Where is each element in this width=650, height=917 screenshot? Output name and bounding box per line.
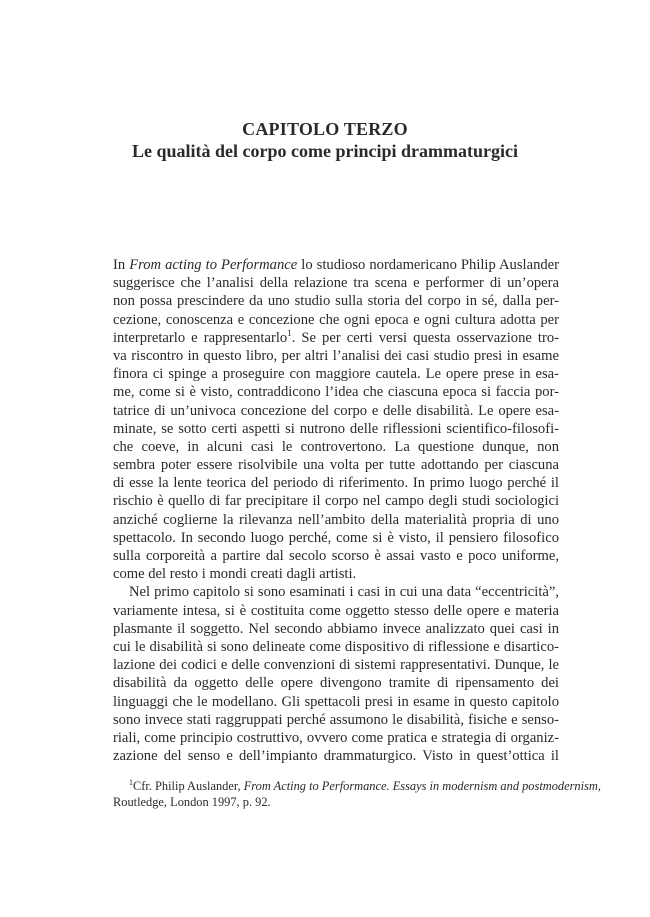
body-line: linguaggi che le modellano. Gli spettacoli presi in esame in questo capitolo	[113, 693, 559, 710]
body-line: lazione dei codici e delle convenzioni di sistemi rappresentativi. Dunque, le	[113, 657, 559, 674]
book-title-italic: From acting to Performance	[129, 257, 298, 273]
body-line: spettacolo. In secondo luogo perché, come si è visto, il pensiero filosofico	[113, 529, 559, 546]
body-line: suggerisce che l’analisi della relazione tra scena e performer di un’opera	[113, 275, 559, 292]
footnote-line: Routledge, London 1997, p. 92.	[113, 795, 271, 809]
body-line: zazione del senso e dell’impianto drammaturgico. Visto in quest’ottica il	[113, 748, 559, 765]
body-line: sembra poter essere risolvibile una volta per tutte adottando per ciascuna	[113, 457, 559, 474]
body-line: me, come si è visto, contraddicono l’idea che ciascuna epoca si faccia por-	[113, 384, 559, 401]
body-line: interpretarlo e rappresentarlo$^1$. Se per certi versi questa osservazione tro-	[113, 327, 559, 346]
body-line: cui le disabilità si sono delineate come dispositivo di riflessione e disartico-	[113, 638, 559, 655]
body-line: non possa prescindere da uno studio sulla storia del corpo in sé, dalla per-	[113, 293, 559, 310]
footnote-reference[interactable]: 1	[287, 327, 292, 338]
body-line: anziché coglierne la rilevanza nell’ambito della materialità propria di uno	[113, 511, 559, 528]
footnote	[113, 777, 601, 810]
body-line: cezione, conoscenza e concezione che ogni epoca e ogni cultura adotta per	[113, 311, 559, 328]
body-line: di esse la lente teorica del periodo di riferimento. In primo luogo perché il	[113, 475, 559, 492]
body-line: sono invece stati raggruppati perché assumono le disabilità, fisiche e senso-	[113, 711, 559, 728]
body-line: riali, come principio costruttivo, ovvero come pratica e strategia di organiz-	[113, 729, 559, 746]
body-line: che coeve, in alcuni casi le controvertono. La questione dunque, non	[113, 438, 559, 455]
body-line: va riscontro in questo libro, per altri l’analisi dei casi studio presi in esame	[113, 347, 559, 364]
body-line: rischio è quello di far precipitare il corpo nel campo degli studi sociologici	[113, 493, 559, 510]
body-line: come del resto i mondi creati dagli artisti.	[113, 566, 357, 583]
body-line: minate, se sotto certi aspetti si nutrono delle riflessioni scientifico-filosofi-	[113, 420, 559, 437]
footnote-line: $^1$Cfr. Philip Auslander, From Acting to Performance. Essays in modernism and postmodernism,	[129, 777, 601, 793]
body-line: sulla corporeità a partire dal secolo scorso è assai vasto e poco uniforme,	[113, 548, 559, 564]
body-line: Nel primo capitolo si sono esaminati i casi in cui una data “eccentricità”,	[129, 584, 559, 601]
body-line: In From acting to Performance lo studioso nordamericano Philip Auslander	[113, 257, 559, 273]
body-line: variamente intesa, si è costituita come oggetto stesso delle opere e materia	[113, 602, 559, 619]
body-line: finora ci spinge a proseguire con maggiore cautela. Le opere prese in esa-	[113, 366, 559, 383]
chapter-label: CAPITOLO TERZO	[242, 119, 408, 139]
footnote-book-title: From Acting to Performance. Essays in modernism and postmodernism	[243, 779, 598, 793]
body-line: tatrice di un’univoca concezione del corpo e delle disabilità. Le opere esa-	[113, 402, 559, 419]
footnote-mark: 1	[129, 777, 133, 787]
body-line: plasmante il soggetto. Nel secondo abbiamo invece analizzato quei casi in	[113, 620, 559, 637]
body-line: disabilità da oggetto delle opere divengono tramite di ripensamento dei	[113, 675, 559, 692]
chapter-title: Le qualità del corpo come principi drammaturgici	[132, 141, 518, 161]
body-text	[113, 256, 559, 765]
